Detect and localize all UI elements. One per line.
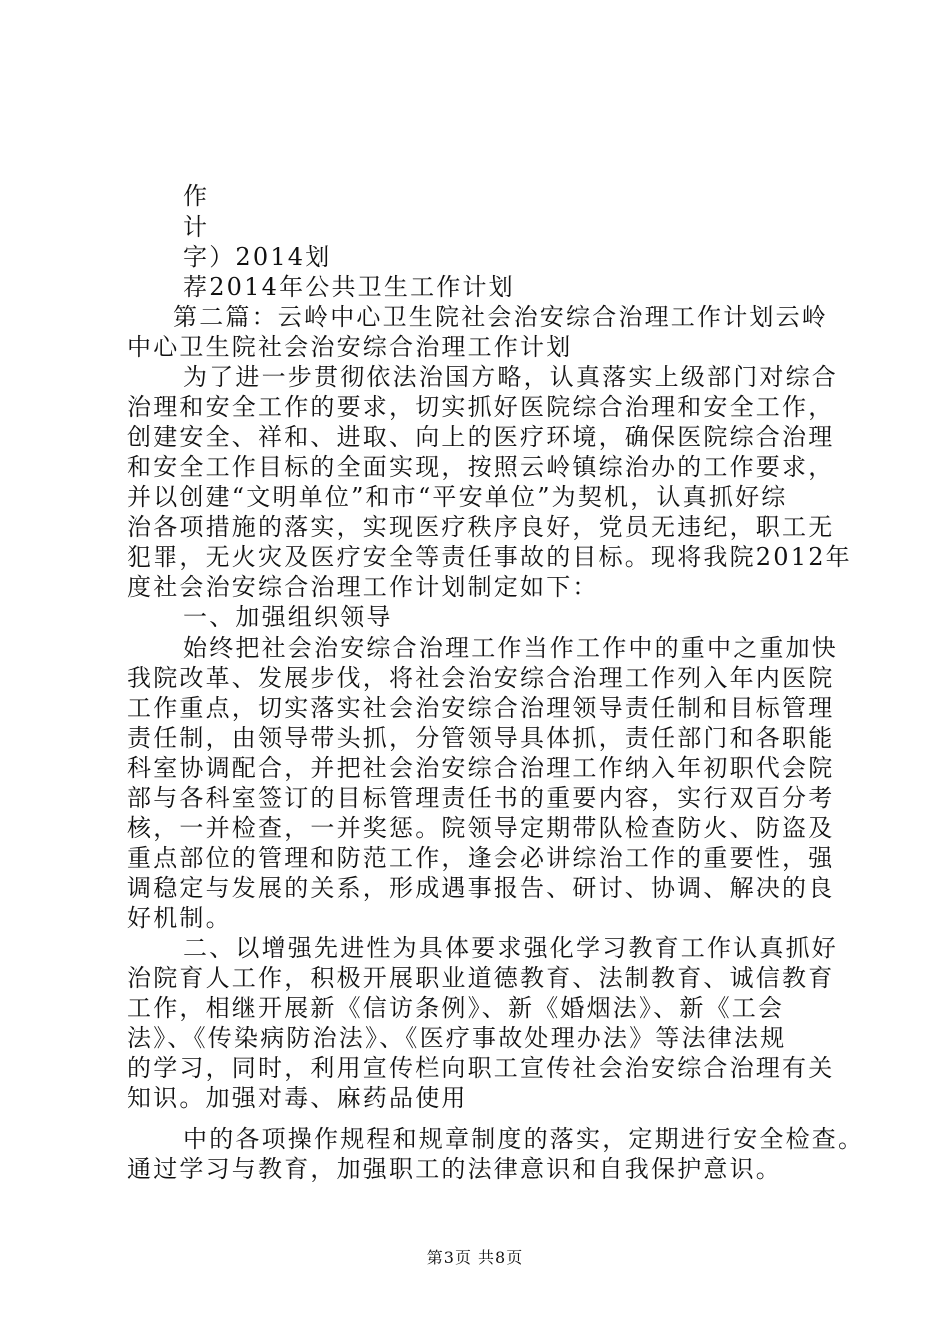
text-line: 和安全工作目标的全面实现，按照云岭镇综治办的工作要求，	[127, 453, 835, 481]
section-heading: 第二篇：云岭中心卫生院社会治安综合治理工作计划云岭	[173, 303, 828, 331]
page-number-footer: 第3页 共8页	[426, 1248, 524, 1267]
text-line: 核，一并检查，一并奖惩。院领导定期带队检查防火、防盗及	[127, 814, 835, 842]
text-line: 创建安全、祥和、进取、向上的医疗环境，确保医院综合治理	[127, 423, 835, 451]
text-line: 通过学习与教育，加强职工的法律意识和自我保护意识。	[127, 1155, 782, 1183]
text-line: 犯罪，无火灾及医疗安全等责任事故的目标。现将我院2012年	[127, 543, 852, 571]
text-line: 知识。加强对毒、麻药品使用	[127, 1084, 468, 1112]
text-line: 为了进一步贯彻依法治国方略，认真落实上级部门对综合	[183, 363, 838, 391]
section-heading: 中心卫生院社会治安综合治理工作计划	[127, 333, 573, 361]
text-line: 科室协调配合，并把社会治安综合治理工作纳入年初职代会院	[127, 754, 835, 782]
text-line: 荐2014年公共卫生工作计划	[183, 273, 515, 301]
text-line: 中的各项操作规程和规章制度的落实，定期进行安全检查。	[183, 1125, 865, 1153]
text-line: 并以创建“文明单位”和市“平安单位”为契机，认真抓好综	[127, 483, 788, 511]
text-line: 始终把社会治安综合治理工作当作工作中的重中之重加快	[183, 634, 838, 662]
text-line: 法》、《传染病防治法》、《医疗事故处理办法》等法律法规	[127, 1024, 787, 1052]
text-line: 部与各科室签订的目标管理责任书的重要内容，实行双百分考	[127, 784, 835, 812]
text-line: 责任制，由领导带头抓，分管领导具体抓，责任部门和各职能	[127, 724, 835, 752]
text-line: 工作，相继开展新《信访条例》、新《婚烟法》、新《工会	[127, 994, 785, 1022]
text-line: 计	[183, 213, 210, 241]
text-line: 字）2014划	[183, 243, 332, 271]
text-line: 好机制。	[127, 904, 232, 932]
subsection-heading: 一、加强组织领导	[183, 603, 393, 631]
text-line: 度社会治安综合治理工作计划制定如下：	[127, 573, 599, 601]
text-line: 工作重点，切实落实社会治安综合治理领导责任制和目标管理	[127, 694, 835, 722]
text-line: 调稳定与发展的关系，形成遇事报告、研讨、协调、解决的良	[127, 874, 835, 902]
subsection-heading: 二、以增强先进性为具体要求强化学习教育工作认真抓好	[183, 934, 838, 962]
text-line: 治院育人工作，积极开展职业道德教育、法制教育、诚信教育	[127, 964, 835, 992]
text-line: 治理和安全工作的要求，切实抓好医院综合治理和安全工作，	[127, 393, 835, 421]
text-line: 治各项措施的落实，实现医疗秩序良好，党员无违纪，职工无	[127, 513, 835, 541]
text-line: 作	[183, 182, 210, 210]
text-line: 我院改革、发展步伐，将社会治安综合治理工作列入年内医院	[127, 664, 835, 692]
text-line: 重点部位的管理和防范工作，逢会必讲综治工作的重要性，强	[127, 844, 835, 872]
text-line: 的学习，同时，利用宣传栏向职工宣传社会治安综合治理有关	[127, 1054, 835, 1082]
